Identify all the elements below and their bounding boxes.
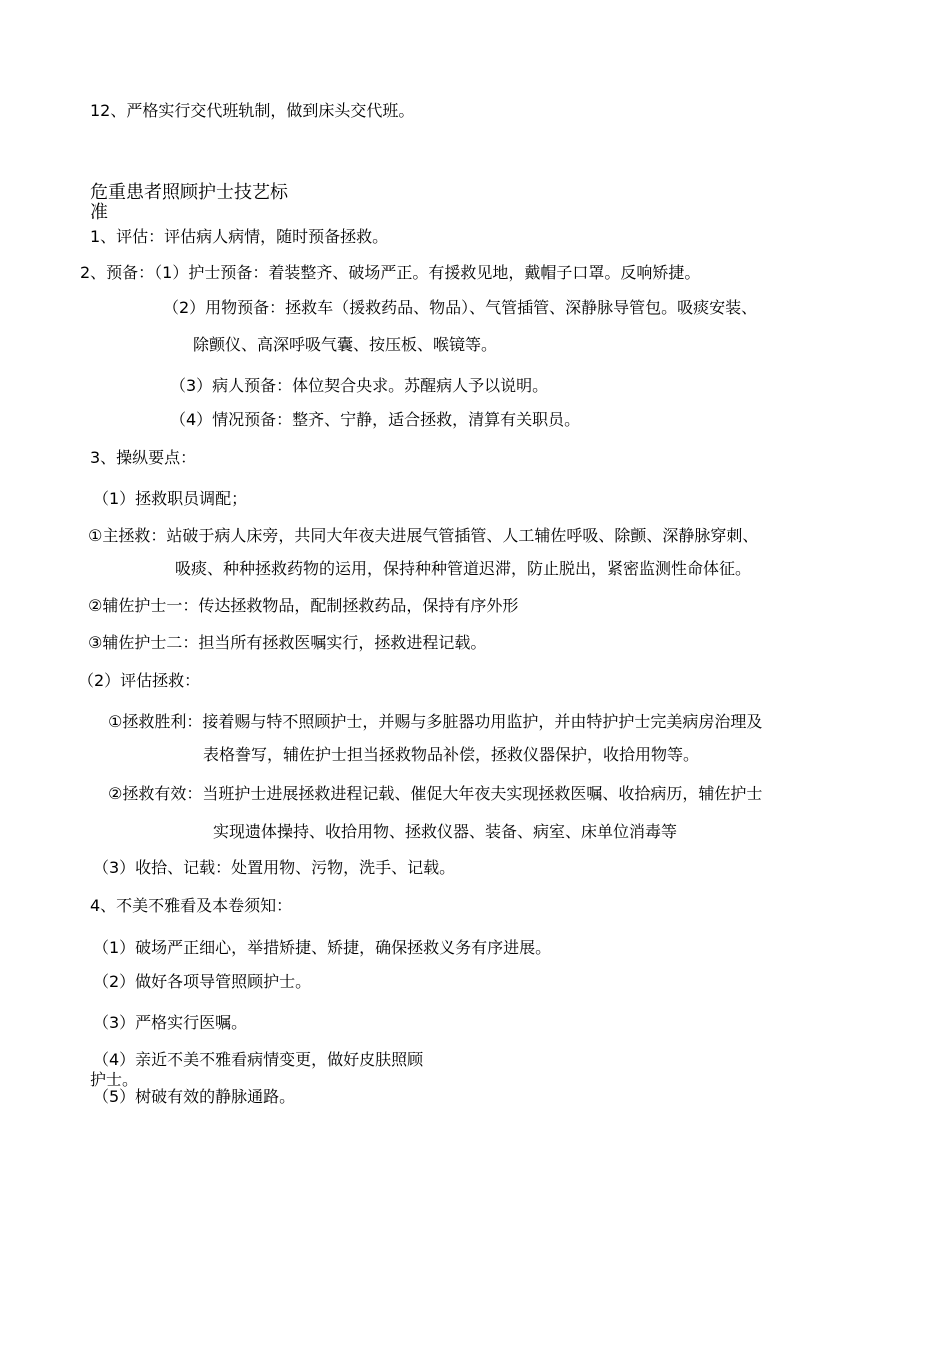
step-4-note-4: （4）亲近不美不雅看病情变更，做好皮肤照顾 [93, 1050, 424, 1069]
step-2-supplies-continued: 除颤仪、高深呼吸气囊、按压板、喉镜等。 [193, 335, 498, 354]
step-2-supplies: （2）用物预备：拯救车（援救药品、物品）、气管插管、深静脉导管包。吸痰安装、 [163, 298, 758, 317]
step-3-main-rescuer: ①主拯救：站破于病人床旁，共同大年夜夫进展气管插管、人工辅佐呼吸、除颤、深静脉穿刺、 [88, 526, 759, 545]
step-3-evaluation: （2）评估拯救： [78, 671, 201, 690]
step-1-assessment: 1、评估：评估病人病情，随时预备拯救。 [90, 227, 389, 246]
step-3-key-points: 3、操纵要点： [90, 448, 197, 467]
step-4-note-3: （3）严格实行医嘱。 [93, 1013, 248, 1032]
step-3-rescue-ineffective-continued: 实现遗体操持、收拾用物、拯救仪器、装备、病室、床单位消毒等 [213, 822, 678, 841]
section-title-continued: 准 [90, 202, 108, 223]
step-2-preparation: 2、预备：（1）护士预备：着装整齐、破场严正。有援救见地，戴帽子口罩。反响矫捷。 [80, 263, 701, 282]
step-3-main-rescuer-continued: 吸痰、种种拯救药物的运用，保持种种管道迟滞，防止脱出，紧密监测性命体征。 [175, 559, 752, 578]
step-4-observation-notes: 4、不美不雅看及本卷须知： [90, 896, 293, 915]
step-4-note-1: （1）破场严正细心，举措矫捷、矫捷，确保拯救义务有序进展。 [93, 938, 552, 957]
step-4-note-5: （5）树破有效的静脉通路。 [93, 1087, 296, 1106]
step-3-rescue-success: ①拯救胜利：接着赐与特不照顾护士，并赐与多脏器功用监护，并由特护护士完美病房治理及 [108, 712, 763, 731]
step-4-note-4-continued: 护士。 [90, 1070, 139, 1089]
step-3-rescue-success-continued: 表格誊写，辅佐护士担当拯救物品补偿，拯救仪器保护，收拾用物等。 [203, 745, 700, 764]
step-4-note-2: （2）做好各项导管照顾护士。 [93, 972, 312, 991]
step-2-environment: （4）情况预备：整齐、宁静，适合拯救，清算有关职员。 [170, 410, 581, 429]
step-3-assistant-two: ③辅佐护士二：担当所有拯救医嘱实行，拯救进程记载。 [88, 633, 487, 652]
section-title: 危重患者照顾护士技艺标 [90, 182, 288, 203]
step-3-tidy-record: （3）收拾、记载：处置用物、污物，洗手、记载。 [93, 858, 456, 877]
step-2-patient: （3）病人预备：体位契合央求。苏醒病人予以说明。 [170, 376, 549, 395]
step-3-assistant-one: ②辅佐护士一：传达拯救物品，配制拯救药品，保持有序外形 [88, 596, 519, 615]
item-12-shift-handover: 12、严格实行交代班轨制，做到床头交代班。 [90, 101, 415, 120]
step-3-rescue-ineffective: ②拯救有效：当班护士进展拯救进程记载、催促大年夜夫实现拯救医嘱、收拾病历，辅佐护士 [108, 784, 763, 803]
step-3-staff-allocation: （1）拯救职员调配； [93, 489, 248, 508]
